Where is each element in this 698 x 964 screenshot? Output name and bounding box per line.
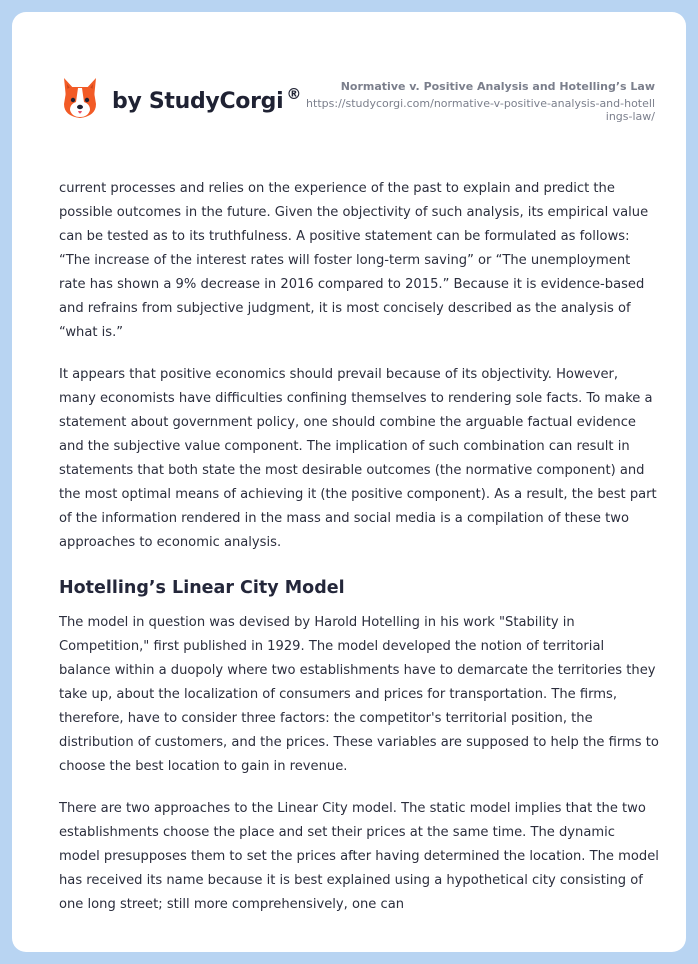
- section-heading: Hotelling’s Linear City Model: [59, 578, 345, 598]
- header: [12, 12, 686, 152]
- article-body: [59, 177, 659, 935]
- paragraph: It appears that positive economics should prevail because of its objectivity. However, many economists have difficulties confining themselves to rendering sole facts. To make a statement about government policy, one should combine the arguable factual evidence and the subjective value component. The implication of such combination can result in statements that both state the most desirable outcomes (the normative component) and the most optimal means of achieving it (the positive component). As a result, the best part of the information rendered in the mass and social media is a compilation of these two approaches to economic analysis.: [59, 367, 657, 550]
- document-page: [12, 12, 686, 952]
- document-title: Normative v. Positive Analysis and Hotelling’s Law: [340, 80, 655, 93]
- brand-name: by StudyCorgi ®: [112, 84, 302, 114]
- studycorgi-logo[interactable]: [60, 76, 301, 120]
- paragraph: There are two approaches to the Linear City model. The static model implies that the two establishments choose the place and set their prices at the same time. The dynamic model presupposes them to set the prices after having determined the location. The model has received its name because it is best explained using a hypothetical city consisting of one long street; still more comprehensively, one can: [59, 801, 659, 912]
- document-url[interactable]: https://studycorgi.com/normative-v-positive-analysis-and-hotellings-law/: [306, 97, 655, 123]
- paragraph: The model in question was devised by Harold Hotelling in his work "Stability in Competition," first published in 1929. The model developed the notion of territorial balance within a duopoly where two establishments have to demarcate the territories they take up, about the localization of consumers and prices for transportation. The firms, therefore, have to consider three factors: the competitor's territorial position, the distribution of customers, and the prices. These variables are supposed to help the firms to choose the best location to gain in revenue.: [59, 615, 659, 774]
- corgi-logo-icon: [60, 76, 100, 120]
- paragraph: current processes and relies on the experience of the past to explain and predict the possible outcomes in the future. Given the objectivity of such analysis, its empirical value can be tested as to its truthfulness. A positive statement can be formulated as follows: “The increase of the interest rates will foster long-term saving” or “The unemployment rate has shown a 9% decrease in 2016 compared to 2015.” Because it is evidence-based and refrains from subjective judgment, it is most concisely described as the analysis of “what is.”: [59, 181, 649, 340]
- document-meta: [305, 80, 655, 123]
- registered-mark: ®: [286, 84, 302, 103]
